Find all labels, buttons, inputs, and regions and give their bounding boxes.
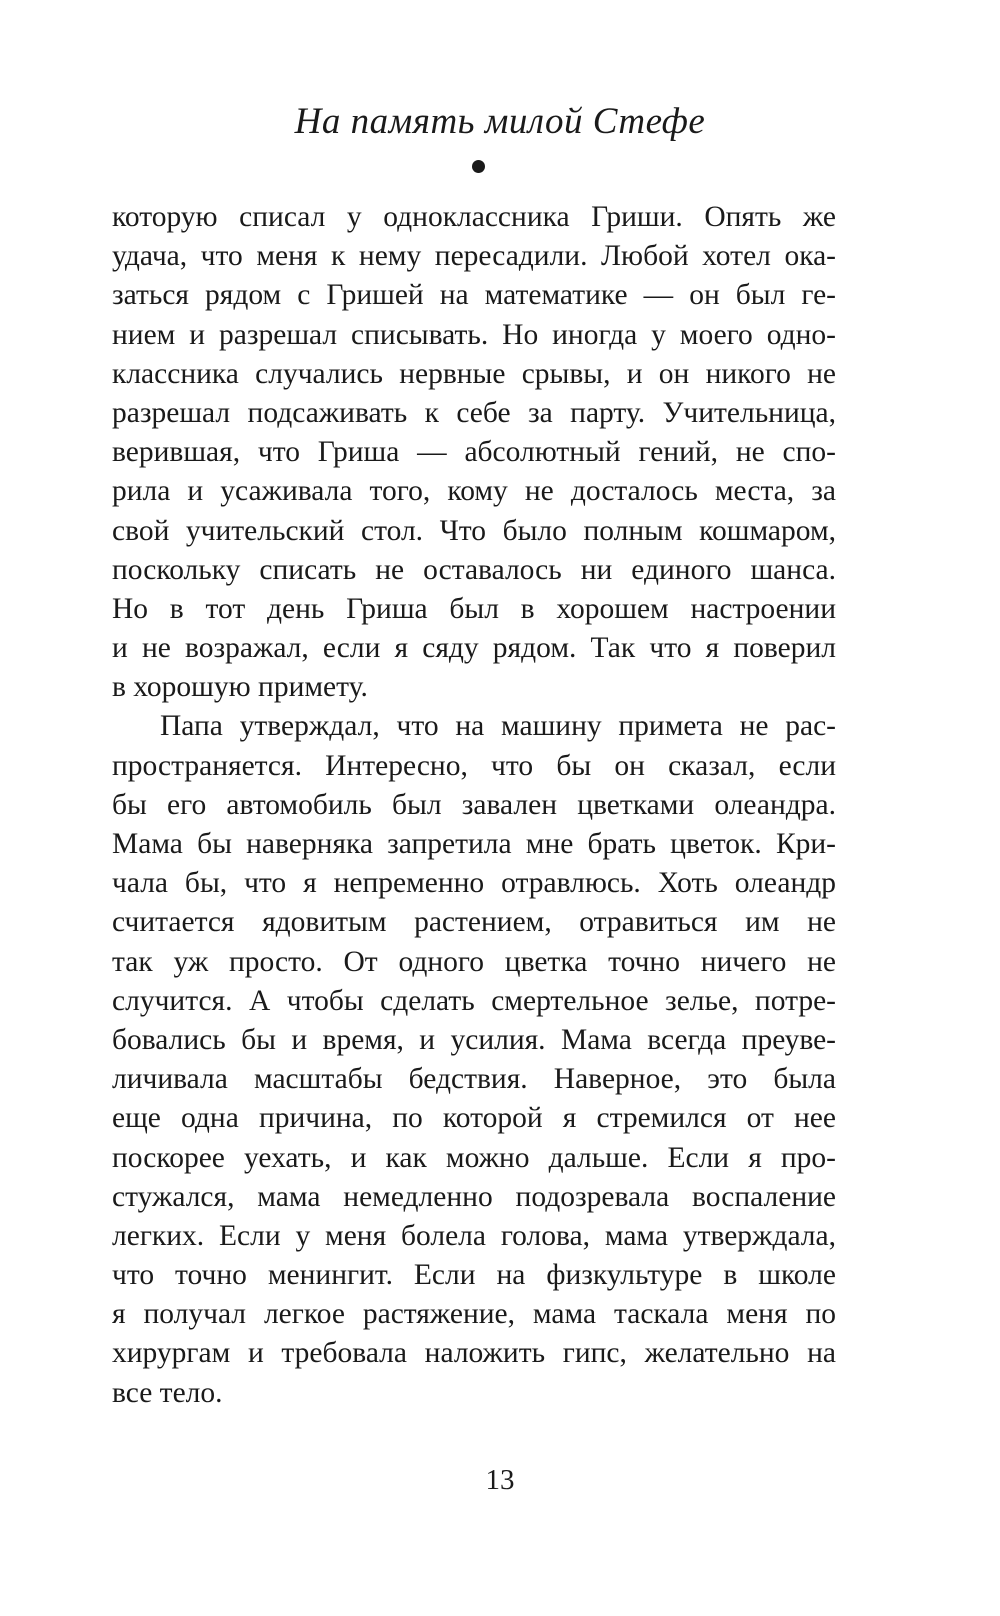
text-line: бы его автомобиль был завален цветками олеандра. xyxy=(112,788,836,821)
text-line: я получал легкое растяжение, мама таскала меня по xyxy=(112,1298,836,1331)
text-line: что точно менингит. Если на физкультуре в школе xyxy=(112,1259,836,1292)
bullet-ornament-icon xyxy=(472,160,485,173)
text-line: и не возражал, если я сяду рядом. Так что я поверил xyxy=(112,632,836,665)
page-number: 13 xyxy=(485,1464,515,1496)
text-line: все тело. xyxy=(112,1376,223,1409)
text-line: Мама бы наверняка запретила мне брать цветок. Кри- xyxy=(112,828,836,860)
text-line: хирургам и требовала наложить гипс, желательно на xyxy=(112,1337,836,1370)
text-line: рила и усаживала того, кому не досталось места, за xyxy=(112,475,836,508)
text-line: Но в тот день Гриша был в хорошем настроении xyxy=(112,592,836,625)
text-line: стужался, мама немедленно подозревала воспаление xyxy=(112,1180,836,1213)
running-head: На память милой Стефе xyxy=(294,101,706,142)
paragraph-2 xyxy=(112,707,836,1412)
text-line: пространяется. Интересно, что бы он сказал, если xyxy=(112,749,836,782)
body-text xyxy=(112,198,836,1413)
text-line: случится. А чтобы сделать смертельное зелье, потре- xyxy=(112,984,836,1017)
paragraph-1 xyxy=(112,198,836,707)
text-line: верившая, что Гриша — абсолютный гений, не спо- xyxy=(112,436,836,469)
text-line: разрешал подсаживать к себе за парту. Учительница, xyxy=(112,396,836,429)
text-line: классника случались нервные срывы, и он никого не xyxy=(112,357,836,390)
text-line: поскорее уехать, и как можно дальше. Если я про- xyxy=(112,1141,836,1174)
text-line: в хорошую примету. xyxy=(112,671,368,704)
text-line: нием и разрешал списывать. Но иногда у моего одно- xyxy=(112,318,836,351)
text-line: заться рядом с Гришей на математике — он был ге- xyxy=(112,279,836,312)
text-line: которую списал у одноклассника Гриши. Опять же xyxy=(112,201,836,233)
text-line: бовались бы и время, и усилия. Мама всегда преуве- xyxy=(112,1023,836,1056)
text-line: чала бы, что я непременно отравлюсь. Хоть олеандр xyxy=(112,867,836,900)
text-line: поскольку списать не оставалось ни единого шанса. xyxy=(112,553,836,586)
text-line: легких. Если у меня болела голова, мама утверждала, xyxy=(112,1219,836,1252)
text-line: удача, что меня к нему пересадили. Любой хотел ока- xyxy=(112,240,836,273)
text-line: свой учительский стол. Что было полным кошмаром, xyxy=(112,514,836,547)
text-line: Папа утверждал, что на машину примета не рас- xyxy=(160,710,836,743)
text-line: так уж просто. От одного цветка точно ничего не xyxy=(112,945,836,978)
text-line: считается ядовитым растением, отравиться им не xyxy=(112,906,836,939)
text-line: личивала масштабы бедствия. Наверное, это была xyxy=(112,1063,836,1096)
text-line: еще одна причина, по которой я стремился от нее xyxy=(112,1102,836,1135)
